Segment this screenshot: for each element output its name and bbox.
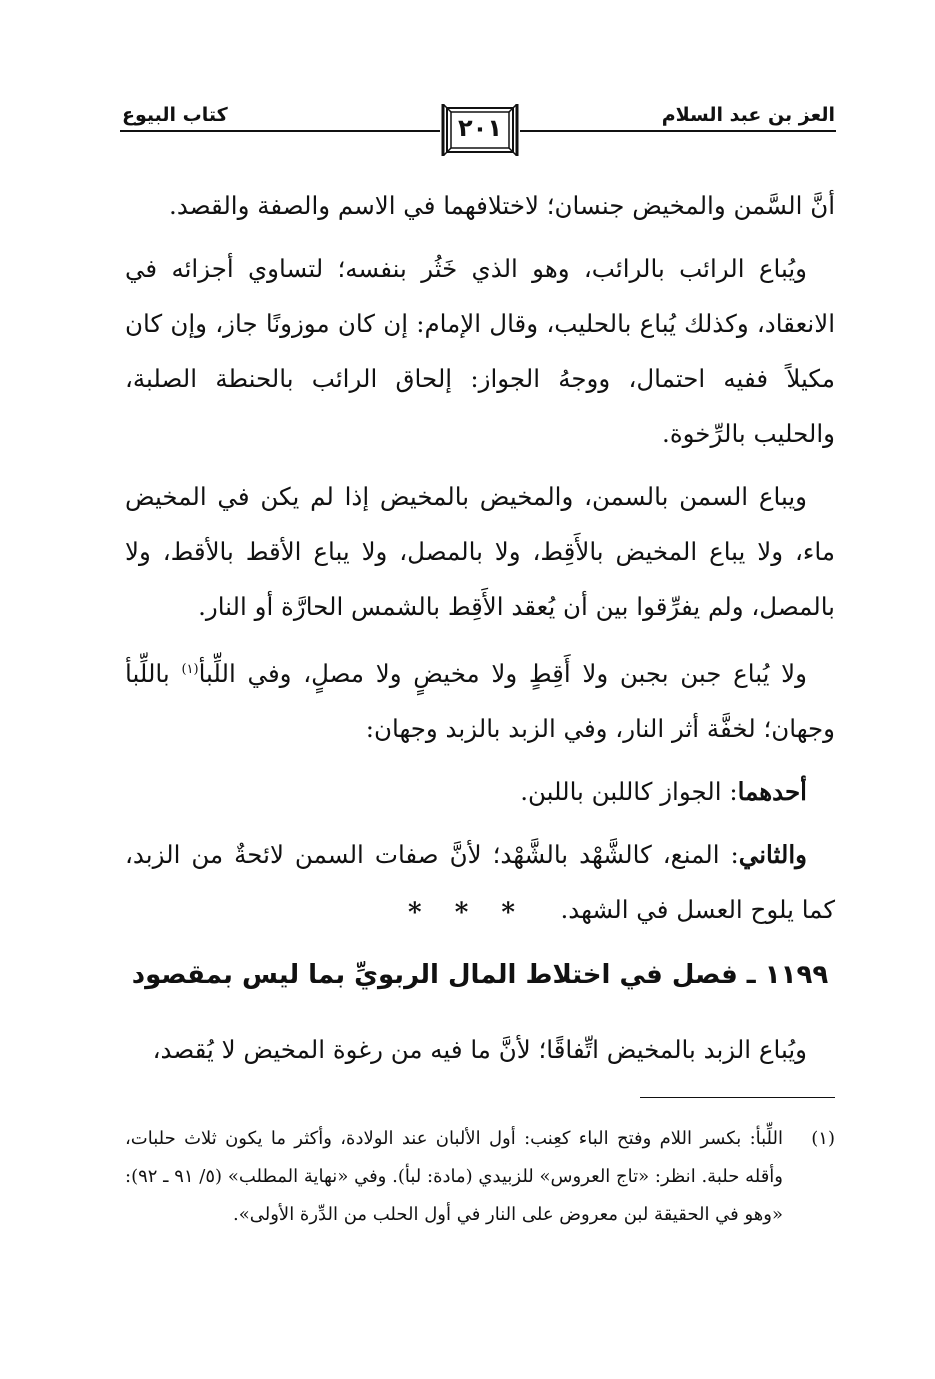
header-rule-right bbox=[520, 130, 836, 132]
footnote bbox=[125, 1120, 835, 1234]
paragraph: ويُباع الزبد بالمخيض اتِّفاقًا؛ لأنَّ ما فيه من رغوة المخيض لا يُقصد، bbox=[152, 1035, 807, 1064]
page-number-frame bbox=[441, 104, 519, 156]
paragraph bbox=[125, 764, 835, 819]
header-rule-left bbox=[120, 130, 440, 132]
paragraph-text: : المنع، كالشَّهْد بالشَّهْد؛ لأنَّ صفات السمن لائحةٌ من الزبد، كما يلوح العسل في الشهد. bbox=[125, 840, 835, 925]
paragraph: ويباع السمن بالسمن، والمخيض بالمخيض إذا لم يكن في المخيض ماء، ولا يباع المخيض بالأَقِط، ولا بالمصل، ولا يباع الأقط بالأقط، ولا بالمصل، ولم يفرِّقوا بين أن يُعقد الأَقِط بالشمس الحارَّة أو النار. bbox=[125, 482, 835, 621]
paragraph: أنَّ السَّمن والمخيض جنسان؛ لاختلافهما في الاسم والصفة والقصد. bbox=[169, 191, 835, 220]
footnote-text: اللِّبأ: بكسر اللام وفتح الباء كعِنب: أول الألبان عند الولادة، وأكثر ما يكون ثلاث حلبات، وأقله حلبة. انظر: «تاج العروس» للزبيدي (مادة: لبأ). وفي «نهاية المطلب» (٥/ ٩١ ـ ٩٢): «وهو في الحقيقة لبن معروض على النار في أول الحلب من الدِّرة الأولى». bbox=[125, 1128, 783, 1225]
term-label: أحدهما bbox=[737, 777, 807, 807]
paragraph-text: باللِّبأ وجهان؛ لخفَّة أثر النار، وفي الزبد بالزبد وجهان: bbox=[125, 659, 835, 744]
term-label: والثاني bbox=[738, 840, 807, 870]
section-separator: * * * bbox=[408, 898, 527, 928]
footnote-marker: (١) bbox=[811, 1128, 835, 1149]
page-number: ٢٠١ bbox=[458, 114, 502, 142]
paragraph-text: ولا يُباع جبن بجبن ولا أَقِطٍ ولا مخيضٍ ولا مصلٍ، وفي اللِّبأ bbox=[198, 659, 807, 689]
paragraph-text: : الجواز كاللبن باللبن. bbox=[520, 777, 738, 807]
paragraph bbox=[125, 642, 835, 756]
running-head-book: كتاب البيوع bbox=[122, 104, 228, 126]
footnote-reference[interactable]: (١) bbox=[181, 662, 199, 677]
section-heading: ١١٩٩ ـ فصل في اختلاط المال الربويِّ بما ليس بمقصود bbox=[131, 960, 829, 990]
paragraph: ويُباع الرائب بالرائب، وهو الذي خَثُر بنفسه؛ لتساوي أجزائه في الانعقاد، وكذلك يُباع بالحليب، وقال الإمام: إن كان موزونًا جاز، وإن كان مكيلاً ففيه احتمال، ووجهُ الجواز: إلحاق الرائب بالحنطة الصلبة، والحليب بالرِّخوة. bbox=[125, 254, 835, 448]
main-text bbox=[125, 178, 835, 945]
running-head-author: العز بن عبد السلام bbox=[661, 104, 835, 126]
footnote-rule bbox=[640, 1097, 835, 1098]
